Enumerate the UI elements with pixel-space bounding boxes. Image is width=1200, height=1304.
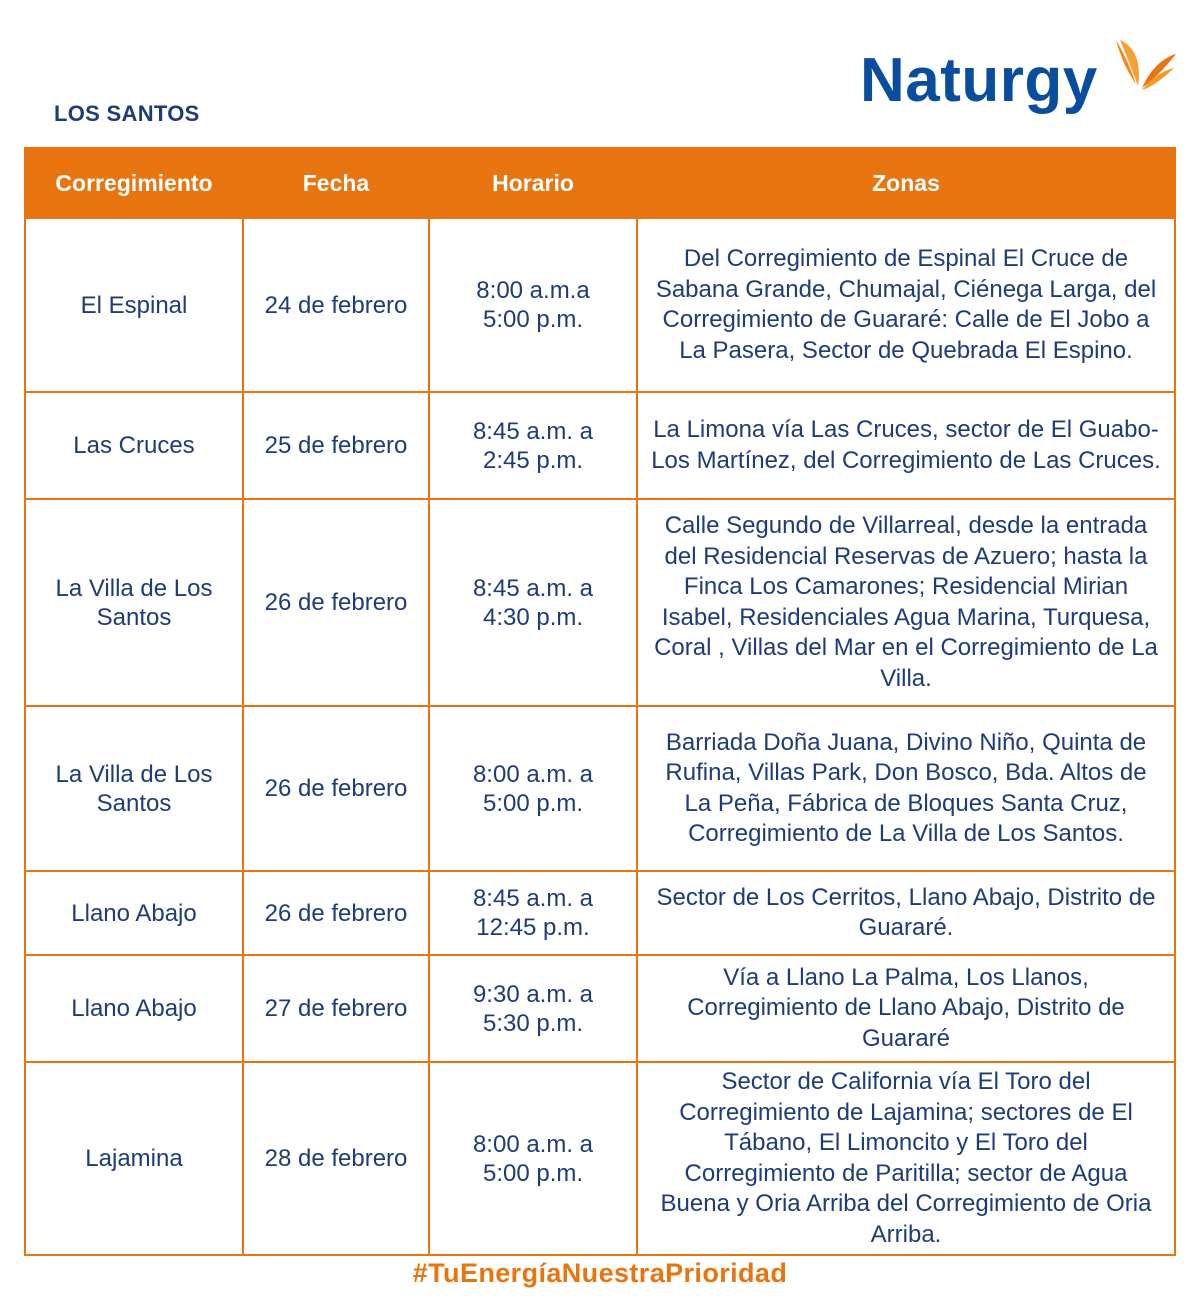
cell-fecha: 25 de febrero: [243, 392, 429, 499]
cell-corregimiento: Llano Abajo: [25, 955, 243, 1062]
logo-wordmark: Naturgy: [860, 46, 1098, 115]
horario-end: 12:45 p.m.: [476, 914, 590, 941]
table-row: [25, 871, 1175, 955]
column-header-zonas: Zonas: [637, 148, 1175, 218]
horario-start: 8:00 a.m. a: [472, 760, 594, 788]
table-row: [25, 218, 1175, 392]
cell-corregimiento: La Villa de Los Santos: [25, 706, 243, 871]
horario-start: 8:45 a.m. a: [472, 417, 594, 445]
cell-zonas: Sector de Los Cerritos, Llano Abajo, Distrito de Guararé.: [637, 871, 1175, 955]
horario-start: 8:00 a.m. a: [472, 1130, 594, 1158]
horario-end: 5:30 p.m.: [482, 1009, 584, 1037]
horario-end: 5:00 p.m.: [482, 306, 584, 333]
cell-corregimiento: Lajamina: [25, 1062, 243, 1255]
cell-horario: [429, 392, 637, 499]
cell-horario: [429, 499, 637, 706]
cell-zonas: La Limona vía Las Cruces, sector de El Guabo-Los Martínez, del Corregimiento de Las Cruces.: [637, 392, 1175, 499]
table-row: [25, 499, 1175, 706]
cell-horario: [429, 218, 637, 392]
cell-fecha: 27 de febrero: [243, 955, 429, 1062]
cell-fecha: 24 de febrero: [243, 218, 429, 392]
cell-horario: [429, 1062, 637, 1255]
horario-end: 4:30 p.m.: [482, 603, 584, 631]
horario-end: 2:45 p.m.: [482, 446, 584, 474]
cell-fecha: 26 de febrero: [243, 871, 429, 955]
butterfly-icon: [1112, 36, 1178, 98]
horario-start: 8:45 a.m. a: [472, 574, 594, 602]
column-header-corregimiento: Corregimiento: [25, 148, 243, 218]
cell-zonas: Del Corregimiento de Espinal El Cruce de Sabana Grande, Chumajal, Ciénega Larga, del Corregimiento de Guararé: Calle de El Jobo a La Pasera, Sector de Quebrada El Espino.: [637, 218, 1175, 392]
cell-corregimiento: Llano Abajo: [25, 871, 243, 955]
horario-end: 5:00 p.m.: [482, 789, 584, 817]
cell-corregimiento: La Villa de Los Santos: [25, 499, 243, 706]
horario-start: 9:30 a.m. a: [472, 980, 594, 1008]
table-row: [25, 392, 1175, 499]
cell-horario: [429, 955, 637, 1062]
region-title: LOS SANTOS: [54, 101, 200, 126]
table-header-row: [25, 148, 1175, 218]
schedule-table: [24, 147, 1176, 1256]
horario-end: 5:00 p.m.: [482, 1159, 584, 1187]
table-row: [25, 1062, 1175, 1255]
horario-start: 8:00 a.m.a: [476, 277, 590, 304]
cell-zonas: Calle Segundo de Villarreal, desde la entrada del Residencial Reservas de Azuero; hasta la Finca Los Camarones; Residencial Mirian Isabel, Residenciales Agua Marina, Turquesa, Coral , Villas del Mar en el Corregimiento de La Villa.: [637, 499, 1175, 706]
cell-fecha: 28 de febrero: [243, 1062, 429, 1255]
horario-start: 8:45 a.m. a: [472, 885, 594, 912]
cell-corregimiento: Las Cruces: [25, 392, 243, 499]
cell-zonas: Barriada Doña Juana, Divino Niño, Quinta de Rufina, Villas Park, Don Bosco, Bda. Altos de La Peña, Fábrica de Bloques Santa Cruz, Corregimiento de La Villa de Los Santos.: [637, 706, 1175, 871]
cell-zonas: Sector de California vía El Toro del Corregimiento de Lajamina; sectores de El Tábano, El Limoncito y El Toro del Corregimiento de Paritilla; sector de Agua Buena y Oria Arriba del Corregimiento de Oria Arriba.: [637, 1062, 1175, 1255]
column-header-fecha: Fecha: [243, 148, 429, 218]
table-row: [25, 706, 1175, 871]
cell-corregimiento: El Espinal: [25, 218, 243, 392]
cell-fecha: 26 de febrero: [243, 706, 429, 871]
cell-horario: [429, 706, 637, 871]
cell-fecha: 26 de febrero: [243, 499, 429, 706]
naturgy-logo: [860, 36, 1180, 126]
table-row: [25, 955, 1175, 1062]
cell-zonas: Vía a Llano La Palma, Los Llanos, Corregimiento de Llano Abajo, Distrito de Guararé: [637, 955, 1175, 1062]
cell-horario: [429, 871, 637, 955]
campaign-hashtag: #TuEnergíaNuestraPrioridad: [412, 1258, 788, 1288]
column-header-horario: Horario: [429, 148, 637, 218]
